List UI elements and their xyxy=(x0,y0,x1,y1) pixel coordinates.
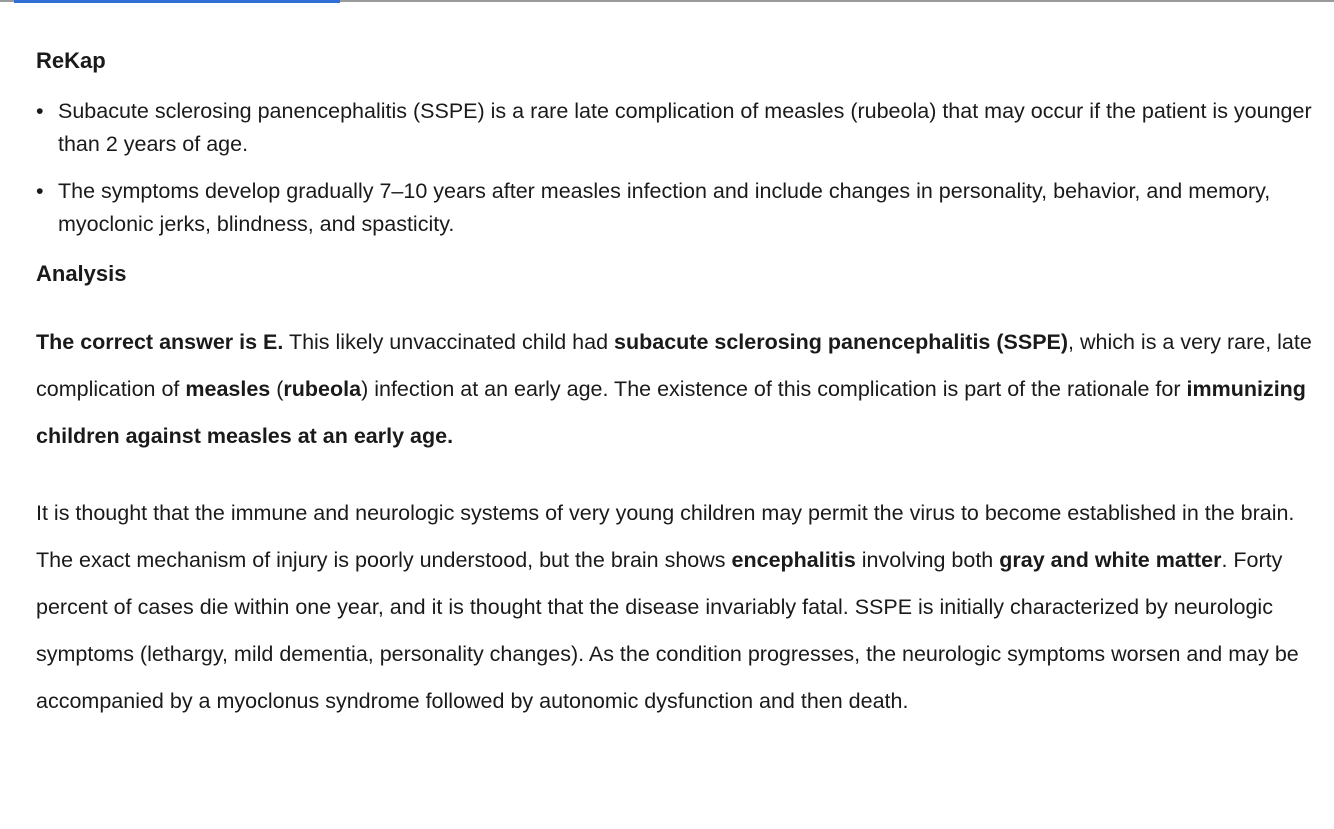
bullet-icon: • xyxy=(36,99,44,123)
list-item xyxy=(36,175,1322,241)
text-span: This likely unvaccinated child had xyxy=(283,330,615,354)
text-span: , which is a very rare, late complication of xyxy=(36,330,1312,401)
analysis-paragraph-1 xyxy=(36,319,1322,460)
text-span: It is thought that the immune and neurologic systems of very young children may permit the virus to become established in the brain. The exact mechanism of injury is poorly understood, but the brain shows xyxy=(36,501,1295,572)
recap-list xyxy=(36,95,1322,241)
active-tab-indicator[interactable] xyxy=(14,0,340,3)
bullet-icon: • xyxy=(36,179,44,203)
explanation-content xyxy=(36,44,1322,725)
bold-term: measles xyxy=(185,377,271,401)
list-item xyxy=(36,95,1322,161)
bold-term: gray and white matter xyxy=(999,548,1222,572)
recap-heading: ReKap xyxy=(36,48,106,73)
recap-item-text: Subacute sclerosing panencephalitis (SSPE) is a rare late complication of measles (rubeola) that may occur if the patient is younger than 2 years of age. xyxy=(58,99,1312,156)
bold-term: subacute sclerosing panencephalitis (SSPE) xyxy=(614,330,1069,354)
bold-term: rubeola xyxy=(283,377,362,401)
bold-term: encephalitis xyxy=(731,548,856,572)
analysis-heading: Analysis xyxy=(36,261,127,286)
text-span: ( xyxy=(270,377,284,401)
text-span: involving both xyxy=(855,548,1000,572)
answer-statement: The correct answer is E. xyxy=(36,330,284,354)
analysis-paragraph-2 xyxy=(36,490,1322,725)
text-span: . Forty percent of cases die within one year, and it is thought that the disease invariably fatal. SSPE is initially characterized by neurologic symptoms (lethargy, mild dementia, personality changes). As the condition progresses, the neurologic symptoms worsen and may be accompanied by a myoclonus syndrome followed by autonomic dysfunction and then death. xyxy=(36,548,1299,713)
bold-term: immunizing children against measles at an early age. xyxy=(36,377,1306,448)
recap-item-text: The symptoms develop gradually 7–10 years after measles infection and include changes in personality, behavior, and memory, myoclonic jerks, blindness, and spasticity. xyxy=(58,179,1271,236)
text-span: ) infection at an early age. The existence of this complication is part of the rationale for xyxy=(361,377,1187,401)
